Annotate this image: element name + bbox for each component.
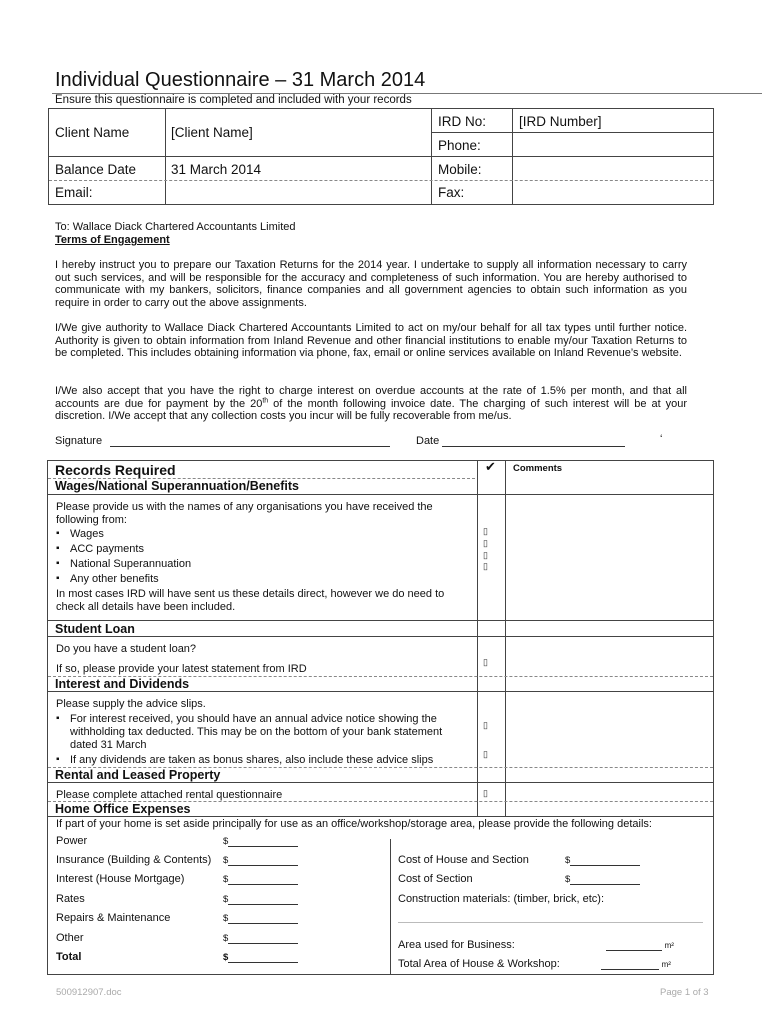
records-table: [47, 460, 714, 975]
checkbox[interactable]: ▯: [483, 550, 488, 560]
check-header: ✔: [485, 459, 496, 474]
stray-mark: ‘: [660, 433, 663, 445]
currency-symbol: $: [565, 855, 571, 866]
email-field[interactable]: [169, 182, 429, 202]
divider: [48, 494, 713, 495]
section-heading-interest: Interest and Dividends: [55, 677, 190, 691]
home-office-intro: If part of your home is set aside principally for use as an office/workshop/storage area, please provide the following details:: [56, 818, 652, 830]
footer-page-number: Page 1 of 3: [660, 987, 709, 998]
area-business-field[interactable]: [606, 940, 674, 951]
list-item: ▪ If any dividends are taken as bonus shares, also include these advice slips: [56, 754, 433, 767]
page-subtitle: Ensure this questionnaire is completed and included with your records: [55, 94, 412, 106]
house-cost-label: Cost of House and Section: [398, 854, 529, 866]
terms-paragraph-2: I/We give authority to Wallace Diack Chartered Accountants Limited to act on my/our behalf for all tax types until further notice. Authority is given to obtain information from Inland Revenue and other financial institutions to enable my/our Taxation Returns to be completed. This includes obtaining information via phone, fax, email or online services available on Inland Revenue’s website.: [55, 322, 687, 360]
currency-symbol: $: [223, 894, 229, 905]
addressee: To: Wallace Diack Chartered Accountants Limited: [55, 221, 296, 233]
expense-label: Rates: [56, 893, 85, 905]
checkbox[interactable]: ▯: [483, 657, 488, 667]
list-item: ▪ For interest received, you should have an annual advice notice showing the withholding tax deducted. This may be on the bottom of your bank statement dated 31 March: [56, 713, 466, 751]
total-label: Total: [56, 951, 82, 963]
divider: [49, 156, 431, 157]
balance-date-field[interactable]: 31 March 2014: [171, 162, 262, 177]
student-loan-note: If so, please provide your latest statement from IRD: [56, 663, 307, 675]
checkbox[interactable]: ▯: [483, 720, 488, 730]
area-total-field[interactable]: [601, 959, 671, 970]
ird-label: IRD No:: [438, 114, 487, 129]
currency-symbol: $: [223, 874, 229, 885]
comments-field-student-loan[interactable]: [510, 641, 710, 673]
divider: [431, 156, 713, 157]
wages-note: In most cases IRD will have sent us these details direct, however we do need to check all details have been included.: [56, 588, 445, 613]
records-title: Records Required: [55, 462, 176, 478]
divider: [48, 691, 713, 692]
client-details-table: [48, 108, 714, 205]
fax-field[interactable]: [515, 182, 711, 202]
currency-symbol: $: [223, 952, 229, 963]
construction-field[interactable]: [398, 922, 703, 923]
interest-intro: Please supply the advice slips.: [56, 698, 206, 710]
unit-label: m²: [661, 960, 671, 969]
divider: [48, 620, 713, 621]
currency-symbol: $: [223, 913, 229, 924]
phone-field[interactable]: [515, 134, 711, 154]
expense-label: Insurance (Building & Contents): [56, 854, 212, 866]
unit-label: m²: [664, 941, 674, 950]
terms-paragraph-1: I hereby instruct you to prepare our Taxation Returns for the 2014 year. I undertake to supply all information necessary to carry out such services, and will be responsible for the accuracy and completeness of such information. You are hereby authorised to communicate with my bankers, solicitors, finance companies and all government agencies to obtain such information as you require in order to carry out the above assignments.: [55, 259, 687, 309]
checkbox[interactable]: ▯: [483, 526, 488, 536]
divider: [477, 461, 478, 816]
area-total-label: Total Area of House & Workshop:: [398, 958, 560, 970]
expense-label: Interest (House Mortgage): [56, 873, 185, 885]
section-cost-label: Cost of Section: [398, 873, 473, 885]
fax-label: Fax:: [438, 185, 465, 200]
page-title: Individual Questionnaire – 31 March 2014: [55, 69, 426, 91]
footer-doc-name: 500912907.doc: [56, 987, 122, 998]
wages-intro: Please provide us with the names of any organisations you have received the following from:: [56, 501, 433, 526]
expense-amount-field[interactable]: [223, 933, 298, 944]
comments-field-interest[interactable]: [510, 696, 710, 764]
expense-label: Power: [56, 835, 88, 847]
rental-text: Please complete attached rental questionnaire: [56, 789, 283, 801]
expense-amount-field[interactable]: [223, 836, 298, 847]
construction-label: Construction materials: (timber, brick, etc):: [398, 893, 605, 905]
expense-label: Other: [56, 932, 84, 944]
signature-line[interactable]: [110, 446, 390, 447]
date-label: Date: [416, 435, 440, 447]
currency-symbol: $: [223, 855, 229, 866]
balance-date-label: Balance Date: [55, 162, 137, 177]
divider: [49, 180, 713, 181]
section-heading-wages: Wages/National Superannuation/Benefits: [55, 479, 300, 493]
expense-amount-field[interactable]: [223, 874, 298, 885]
email-label: Email:: [55, 185, 93, 200]
mobile-label: Mobile:: [438, 162, 482, 177]
list-item: ▪ ACC payments: [56, 543, 144, 556]
client-name-label: Client Name: [55, 125, 130, 140]
divider: [48, 636, 713, 637]
section-cost-field[interactable]: [565, 874, 640, 885]
divider: [431, 132, 713, 133]
student-loan-question: Do you have a student loan?: [56, 643, 197, 655]
terms-heading: Terms of Engagement: [55, 234, 170, 246]
section-heading-student-loan: Student Loan: [55, 622, 135, 636]
expense-amount-field[interactable]: [223, 913, 298, 924]
signature-label: Signature: [55, 435, 103, 447]
list-item: ▪ Any other benefits: [56, 573, 159, 586]
section-heading-home-office: Home Office Expenses: [55, 802, 191, 816]
expense-label: Repairs & Maintenance: [56, 912, 171, 924]
ird-field[interactable]: [IRD Number]: [519, 114, 602, 129]
list-item: ▪ National Superannuation: [56, 558, 191, 571]
comments-field-wages[interactable]: [510, 501, 710, 619]
divider: [48, 816, 713, 817]
checkbox[interactable]: ▯: [483, 749, 488, 759]
total-amount-field[interactable]: [223, 952, 298, 963]
divider: [48, 782, 713, 783]
checkbox[interactable]: ▯: [483, 561, 488, 571]
terms-paragraph-3: I/We also accept that you have the right to charge interest on overdue accounts at the rate of 1.5% per month, and that all accounts are due for payment by the 20th of the month following invoice date. The charging of such interest will be at your discretion. I/We accept that any collection costs you incur will be fully recoverable from me/us.: [55, 385, 688, 423]
list-item: ▪ Wages: [56, 528, 104, 541]
divider: [505, 461, 506, 816]
divider: [390, 839, 391, 974]
client-name-field[interactable]: [Client Name]: [171, 125, 253, 140]
expense-amount-field[interactable]: [223, 894, 298, 905]
currency-symbol: $: [223, 836, 229, 847]
mobile-field[interactable]: [515, 159, 711, 179]
date-line[interactable]: [442, 446, 625, 447]
house-cost-field[interactable]: [565, 855, 640, 866]
currency-symbol: $: [223, 933, 229, 944]
comments-field-rental[interactable]: [510, 785, 710, 799]
expense-amount-field[interactable]: [223, 855, 298, 866]
phone-label: Phone:: [438, 138, 481, 153]
currency-symbol: $: [565, 874, 571, 885]
checkbox[interactable]: ▯: [483, 538, 488, 548]
comments-header: Comments: [513, 463, 563, 474]
section-heading-rental: Rental and Leased Property: [55, 768, 221, 782]
area-business-label: Area used for Business:: [398, 939, 515, 951]
checkbox[interactable]: ▯: [483, 788, 488, 798]
